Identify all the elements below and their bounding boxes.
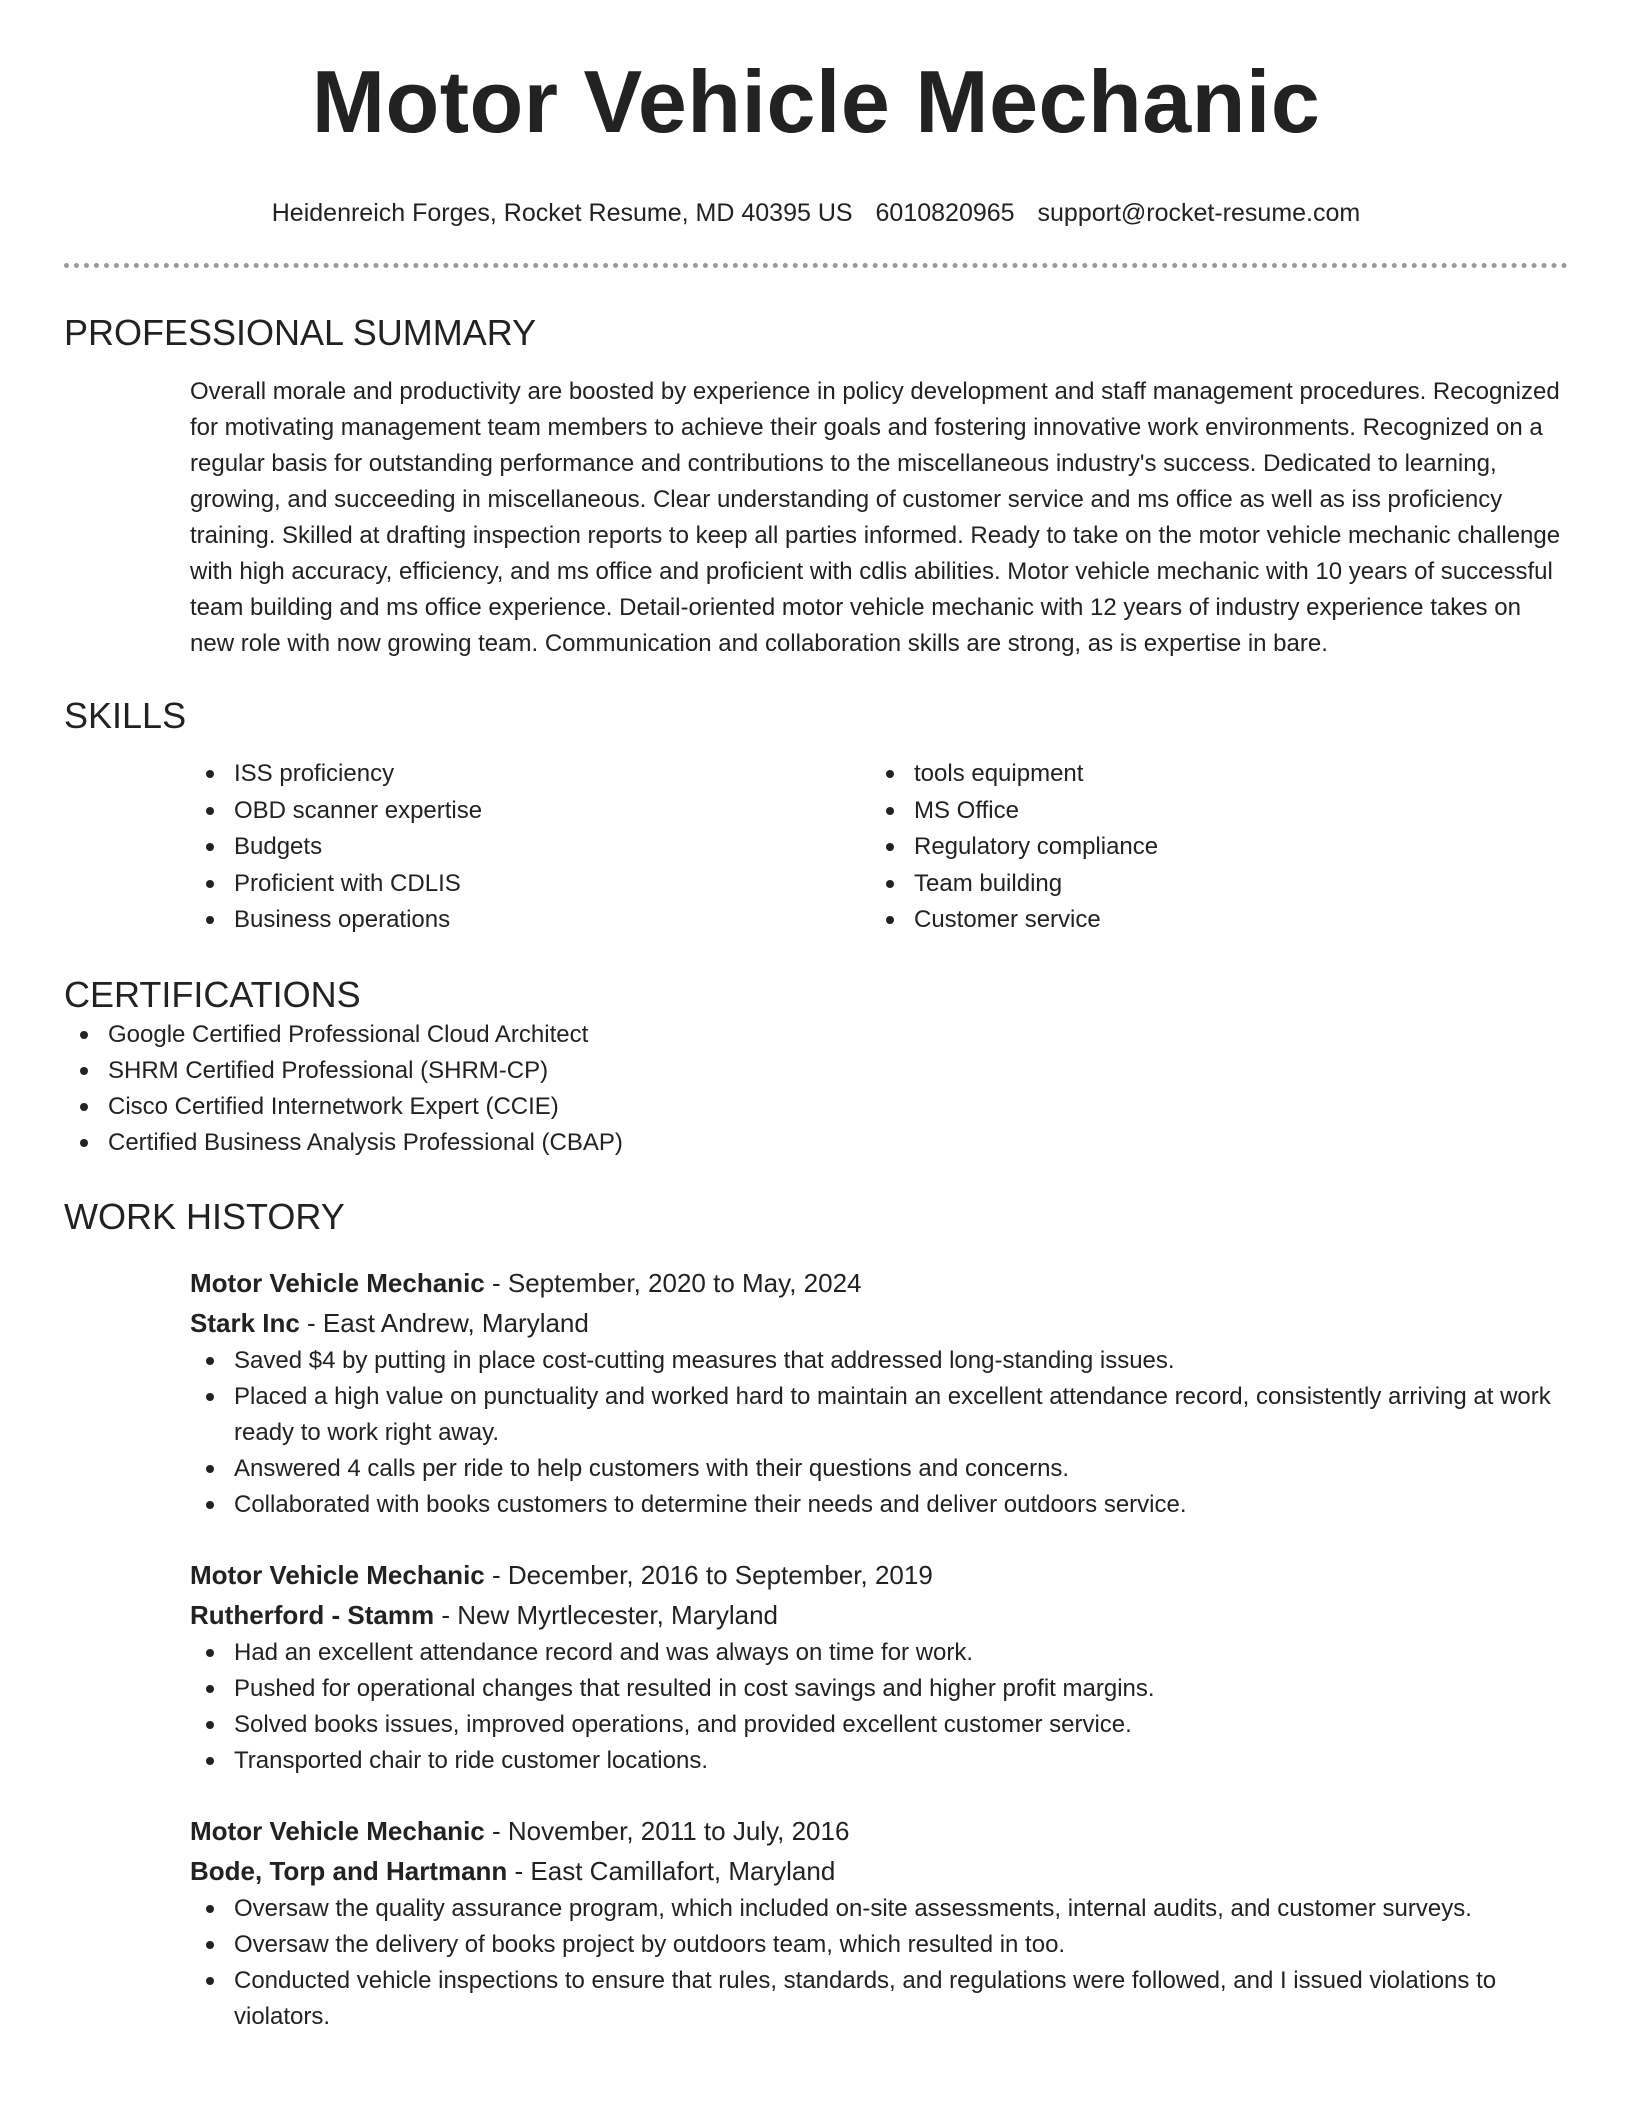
skill-item: Regulatory compliance <box>870 829 1550 866</box>
job-bullet: Oversaw the quality assurance program, which included on-site assessments, internal audits, and customer surveys. <box>190 1891 1568 1927</box>
job-location: - East Andrew, Maryland <box>299 1307 589 1338</box>
job-bullet: Conducted vehicle inspections to ensure that rules, standards, and regulations were followed, and I issued violations to violators. <box>190 1963 1568 2035</box>
section-title-summary: PROFESSIONAL SUMMARY <box>64 312 537 353</box>
job-dates: - September, 2020 to May, 2024 <box>484 1267 862 1298</box>
job-company: Stark Inc <box>190 1307 300 1338</box>
job-role: Motor Vehicle Mechanic <box>190 1267 485 1298</box>
job-bullet-list <box>190 1891 1568 2035</box>
job-entry <box>190 1555 1568 1779</box>
job-company-line <box>190 1595 1568 1635</box>
job-role: Motor Vehicle Mechanic <box>190 1815 485 1846</box>
certification-list <box>64 1017 1568 1161</box>
skills-grid <box>190 756 1568 939</box>
job-bullet: Transported chair to ride customer locations. <box>190 1743 1568 1779</box>
resume-name: Motor Vehicle Mechanic <box>311 52 1321 151</box>
job-role-line <box>190 1263 1568 1303</box>
job-location: - East Camillafort, Maryland <box>507 1855 836 1886</box>
certification-item: Google Certified Professional Cloud Architect <box>64 1017 1568 1053</box>
job-role: Motor Vehicle Mechanic <box>190 1559 485 1590</box>
skill-item: Business operations <box>190 902 870 939</box>
job-company: Bode, Torp and Hartmann <box>190 1855 508 1886</box>
contact-line <box>64 196 1568 230</box>
skills-column-right <box>870 756 1550 939</box>
job-entry <box>190 1263 1568 1523</box>
contact-email: support@rocket-resume.com <box>1037 199 1361 227</box>
certification-item: Cisco Certified Internetwork Expert (CCIE) <box>64 1089 1568 1125</box>
contact-address: Heidenreich Forges, Rocket Resume, MD 40395 US <box>271 199 853 227</box>
skill-item: OBD scanner expertise <box>190 793 870 830</box>
skill-item: ISS proficiency <box>190 756 870 793</box>
section-title-skills: SKILLS <box>64 695 187 736</box>
skill-item: Proficient with CDLIS <box>190 866 870 903</box>
job-bullet: Solved books issues, improved operations, and provided excellent customer service. <box>190 1707 1568 1743</box>
job-bullet: Had an excellent attendance record and was always on time for work. <box>190 1635 1568 1671</box>
job-company: Rutherford - Stamm <box>190 1599 435 1630</box>
skill-item: Budgets <box>190 829 870 866</box>
job-dates: - December, 2016 to September, 2019 <box>484 1559 933 1590</box>
job-company-line <box>190 1303 1568 1343</box>
job-location: - New Myrtlecester, Maryland <box>434 1599 778 1630</box>
section-title-work-history: WORK HISTORY <box>64 1195 345 1237</box>
job-bullet: Oversaw the delivery of books project by outdoors team, which resulted in too. <box>190 1927 1568 1963</box>
skills-column-left <box>190 756 870 939</box>
job-bullet: Collaborated with books customers to determine their needs and deliver outdoors service. <box>190 1487 1568 1523</box>
job-dates: - November, 2011 to July, 2016 <box>484 1815 850 1846</box>
job-bullet: Placed a high value on punctuality and worked hard to maintain an excellent attendance record, consistently arriving at work ready to work right away. <box>190 1379 1568 1451</box>
job-role-line <box>190 1555 1568 1595</box>
job-bullet: Saved $4 by putting in place cost-cutting measures that addressed long-standing issues. <box>190 1343 1568 1379</box>
summary-text: Overall morale and productivity are boosted by experience in policy development and staff management procedures. Recognized for motivating management team members to achieve their goals and fostering innovative work environments. Recognized on a regular basis for outstanding performance and contributions to the miscellaneous industry's success. Dedicated to learning, growing, and succeeding in miscellaneous. Clear understanding of customer service and ms office as well as iss proficiency training. Skilled at drafting inspection reports to keep all parties informed. Ready to take on the motor vehicle mechanic challenge with high accuracy, efficiency, and ms office and proficient with cdlis abilities. Motor vehicle mechanic with 10 years of successful team building and ms office experience. Detail-oriented motor vehicle mechanic with 12 years of industry experience takes on new role with now growing team. Communication and collaboration skills are strong, as is expertise in bare. <box>190 378 1561 657</box>
job-bullet: Pushed for operational changes that resulted in cost savings and higher profit margins. <box>190 1671 1568 1707</box>
skill-item: tools equipment <box>870 756 1550 793</box>
skill-item: Team building <box>870 866 1550 903</box>
job-bullet-list <box>190 1635 1568 1779</box>
certification-item: SHRM Certified Professional (SHRM-CP) <box>64 1053 1568 1089</box>
job-company-line <box>190 1851 1568 1891</box>
section-title-certifications: CERTIFICATIONS <box>64 973 361 1015</box>
job-bullet-list <box>190 1343 1568 1523</box>
skill-item: Customer service <box>870 902 1550 939</box>
job-role-line <box>190 1811 1568 1851</box>
certification-item: Certified Business Analysis Professional (CBAP) <box>64 1125 1568 1161</box>
contact-phone: 6010820965 <box>875 199 1015 227</box>
job-bullet: Answered 4 calls per ride to help customers with their questions and concerns. <box>190 1451 1568 1487</box>
job-entry <box>190 1811 1568 2035</box>
header-divider <box>64 263 1568 268</box>
skill-item: MS Office <box>870 793 1550 830</box>
